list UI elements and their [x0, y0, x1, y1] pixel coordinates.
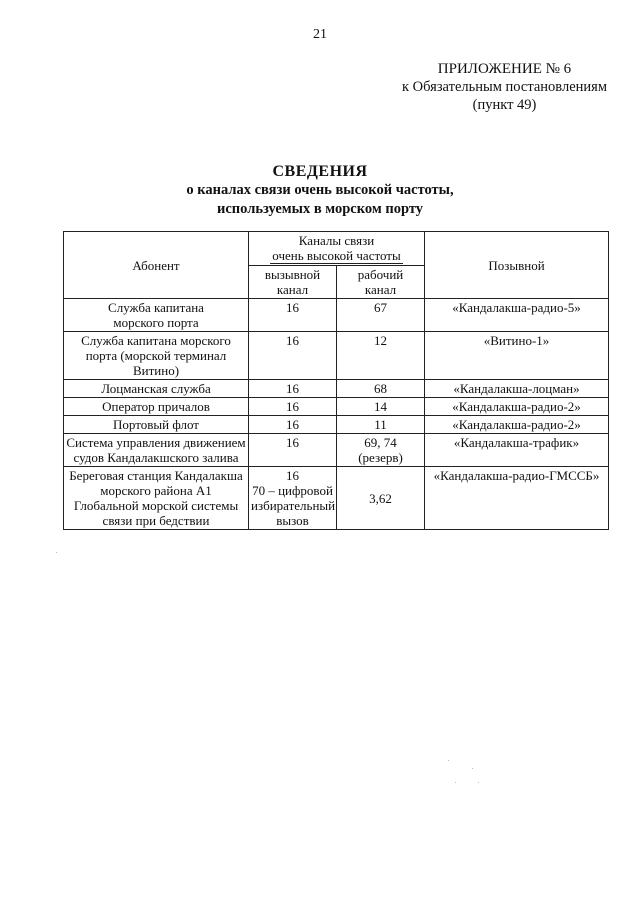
- header-work-line2: канал: [364, 282, 397, 297]
- heading-subtitle-line1: о каналах связи очень высокой частоты,: [186, 182, 454, 198]
- cell-work-channel: [337, 434, 425, 467]
- scan-speck: [448, 760, 449, 761]
- header-call-line1: вызывной: [264, 267, 321, 282]
- cell-text: Служба капитана: [108, 300, 204, 315]
- cell-text: 12: [374, 333, 387, 348]
- table-header-row: [64, 232, 609, 266]
- header-call-line2: канал: [276, 282, 309, 297]
- cell-text: морского порта: [113, 315, 199, 330]
- cell-text: Служба капитана морского: [81, 333, 231, 348]
- scan-speck: [472, 768, 473, 769]
- header-abonent: Абонент: [64, 232, 249, 299]
- document-heading: [0, 162, 640, 219]
- cell-text: 16: [286, 399, 299, 414]
- table-row: [64, 467, 609, 530]
- cell-call-channel: [249, 332, 337, 380]
- cell-text: избирательный: [251, 498, 336, 513]
- cell-callsign: «Кандалакша-радио-2»: [425, 416, 609, 434]
- cell-work-channel: [337, 299, 425, 332]
- header-channels-line2: очень высокой частоты: [272, 248, 401, 263]
- cell-text: Витино): [132, 363, 180, 378]
- cell-work-channel: [337, 467, 425, 530]
- cell-text: 16: [286, 300, 299, 315]
- header-call-channel: [249, 266, 337, 299]
- cell-work-channel: [337, 398, 425, 416]
- cell-text: 70 – цифровой: [252, 483, 333, 498]
- cell-callsign: «Кандалакша-радио-5»: [425, 299, 609, 332]
- cell-text: связи при бедствии: [102, 513, 210, 528]
- cell-call-channel: [249, 398, 337, 416]
- cell-callsign: «Кандалакша-радио-2»: [425, 398, 609, 416]
- scan-speck: [455, 782, 456, 783]
- cell-text: 3,62: [369, 490, 392, 506]
- cell-work-channel: [337, 416, 425, 434]
- cell-text: Портовый флот: [113, 417, 199, 432]
- table-row: [64, 299, 609, 332]
- cell-callsign: «Кандалакша-радио-ГМССБ»: [425, 467, 609, 530]
- cell-text: 11: [374, 417, 387, 432]
- cell-text: 16: [286, 435, 299, 450]
- cell-work-channel: [337, 332, 425, 380]
- cell-text: 14: [374, 399, 387, 414]
- cell-abonent: [64, 398, 249, 416]
- table-row: [64, 380, 609, 398]
- cell-abonent: [64, 467, 249, 530]
- cell-text: Береговая станция Кандалакша: [69, 468, 243, 483]
- header-channels: [249, 232, 425, 266]
- cell-abonent: [64, 299, 249, 332]
- cell-text: Оператор причалов: [102, 399, 210, 414]
- table-row: [64, 332, 609, 380]
- heading-title: СВЕДЕНИЯ: [272, 163, 368, 180]
- cell-text: вызов: [276, 513, 309, 528]
- cell-work-channel: [337, 380, 425, 398]
- appendix-title: ПРИЛОЖЕНИЕ № 6: [437, 61, 572, 77]
- cell-text: 67: [374, 300, 387, 315]
- cell-text: судов Кандалакшского залива: [73, 450, 239, 465]
- cell-abonent: [64, 416, 249, 434]
- header-channels-line1: Каналы связи: [298, 233, 375, 248]
- cell-call-channel: [249, 380, 337, 398]
- heading-subtitle-line2: используемых в морском порту: [216, 201, 424, 217]
- header-work-channel: [337, 266, 425, 299]
- cell-text: 69, 74: [364, 435, 397, 450]
- page-number: 21: [313, 27, 327, 42]
- table-row: [64, 434, 609, 467]
- appendix-clause: (пункт 49): [472, 97, 537, 113]
- cell-text: морского района А1: [100, 483, 212, 498]
- appendix-reference: к Обязательным постановлениям: [402, 79, 607, 95]
- header-work-line1: рабочий: [357, 267, 404, 282]
- cell-text: 68: [374, 381, 387, 396]
- appendix-block: [402, 60, 607, 114]
- cell-callsign: «Кандалакша-трафик»: [425, 434, 609, 467]
- cell-callsign: «Кандалакша-лоцман»: [425, 380, 609, 398]
- cell-text: 16: [286, 417, 299, 432]
- table-row: [64, 416, 609, 434]
- cell-text: Лоцманская служба: [101, 381, 211, 396]
- scan-speck: [56, 552, 57, 553]
- cell-text: порта (морской терминал: [85, 348, 227, 363]
- cell-abonent: [64, 332, 249, 380]
- cell-callsign: «Витино-1»: [425, 332, 609, 380]
- cell-text: (резерв): [358, 450, 403, 465]
- cell-call-channel: [249, 299, 337, 332]
- cell-text: Глобальной морской системы: [73, 498, 239, 513]
- cell-text: 16: [286, 468, 299, 483]
- cell-abonent: [64, 434, 249, 467]
- scan-speck: [478, 782, 479, 783]
- cell-text: Система управления движением: [66, 435, 246, 450]
- header-callsign: Позывной: [425, 232, 609, 299]
- table-row: [64, 398, 609, 416]
- cell-text: 16: [286, 333, 299, 348]
- cell-call-channel: [249, 467, 337, 530]
- channels-table: [63, 231, 609, 530]
- cell-text: 16: [286, 381, 299, 396]
- cell-call-channel: [249, 416, 337, 434]
- cell-abonent: [64, 380, 249, 398]
- cell-call-channel: [249, 434, 337, 467]
